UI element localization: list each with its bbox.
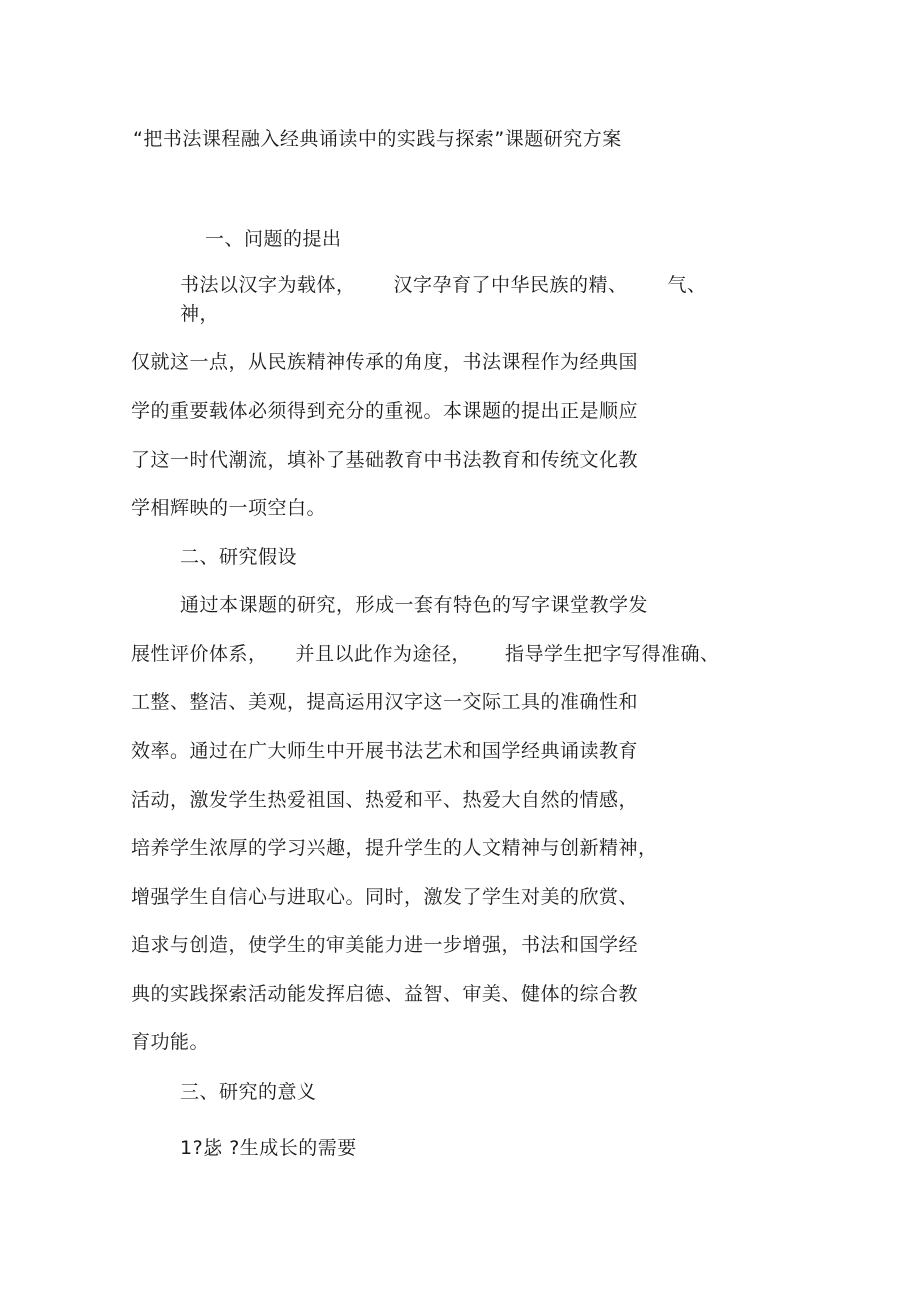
section2-line3: 工整、整洁、美观，提高运用汉字这一交际工具的准确性和 xyxy=(131,691,639,713)
section2-line5: 活动，激发学生热爱祖国、热爱和平、热爱大自然的情感， xyxy=(131,789,639,811)
section3-item1: 1?毖 ?生成长的需要 xyxy=(180,1137,357,1159)
section1-line5: 学相辉映的一项空白。 xyxy=(131,497,327,519)
section2-line2-part-c: 指导学生把字写得准确、 xyxy=(505,643,720,665)
section2-line6: 培养学生浓厚的学习兴趣，提升学生的人文精神与创新精神， xyxy=(131,837,658,859)
section1-line1-part-a: 书法以汉字为载体， xyxy=(180,274,356,296)
section1-heading: 一、问题的提出 xyxy=(205,228,342,250)
section2-line9: 典的实践探索活动能发挥启德、益智、审美、健体的综合教 xyxy=(131,983,639,1005)
section2-line2-part-b: 并且以此作为途径， xyxy=(295,643,472,665)
section2-heading: 二、研究假设 xyxy=(180,546,298,568)
section2-line2 xyxy=(131,642,720,666)
document-title: “把书法课程融入经典诵读中的实践与探索”课题研究方案 xyxy=(133,128,622,150)
section2-line4: 效率。通过在广大师生中开展书法艺术和国学经典诵读教育 xyxy=(131,740,639,762)
section1-line1 xyxy=(180,273,707,297)
section2-line7: 增强学生自信心与进取心。同时，激发了学生对美的欣赏、 xyxy=(131,886,639,908)
section3-heading: 三、研究的意义 xyxy=(180,1081,317,1103)
section2-line2-part-a: 展性评价体系， xyxy=(131,643,268,665)
section1-line1-part-b: 汉字孕育了中华民族的精、 xyxy=(393,274,628,296)
section2-line8: 追求与创造，使学生的审美能力进一步增强，书法和国学经 xyxy=(131,934,639,956)
section1-line3: 学的重要载体必须得到充分的重视。本课题的提出正是顺应 xyxy=(131,400,639,422)
section1-line1-part-c: 气、 xyxy=(667,274,707,296)
section2-line10: 育功能。 xyxy=(131,1031,210,1053)
section1-line4: 了这一时代潮流，填补了基础教育中书法教育和传统文化教 xyxy=(131,449,639,471)
section2-line1: 通过本课题的研究，形成一套有特色的写字课堂教学发 xyxy=(180,594,649,616)
section1-line1-wrap: 神， xyxy=(180,303,220,325)
section1-line2: 仅就这一点，从民族精神传承的角度，书法课程作为经典国 xyxy=(131,351,639,373)
